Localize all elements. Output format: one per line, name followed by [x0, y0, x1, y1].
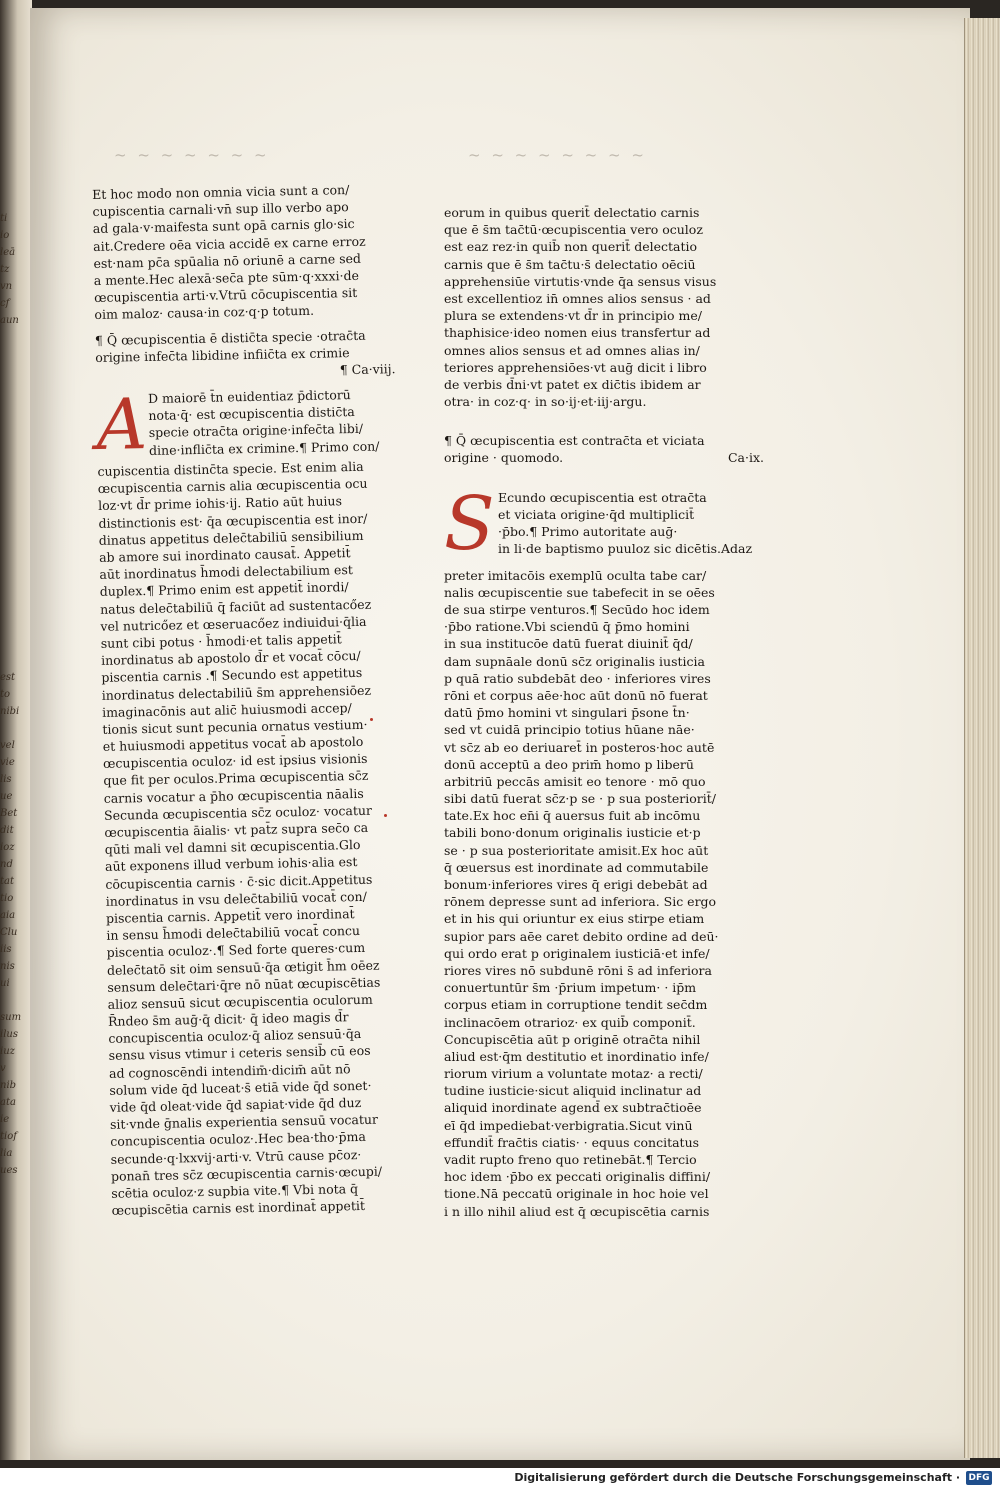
text-line: specie otrac̄ta origine·infec̄ta libi/	[148, 421, 364, 441]
text-line: in sua institucōe datū fuerat diuinit̄ q̄d/	[444, 636, 693, 652]
rubricated-initial-a: A	[95, 383, 148, 467]
margin-fragment: iuz	[0, 1046, 15, 1057]
text-line: sunt cibi potus · h̄modi·et talis appetit̄	[100, 631, 342, 651]
margin-fragment: nd	[0, 859, 13, 870]
text-line: concupiscentia oculoz·.Hec bea·tho·p̄ma	[110, 1129, 367, 1150]
text-line: alioz sensuū sicut œcupiscentia oculorum	[107, 991, 373, 1012]
text-line: sensum delec̄tari·q̄re nō nūat œcupiscētias	[107, 974, 381, 995]
text-line: Et hoc modo non omnia vicia sunt a con/	[92, 182, 350, 202]
text-line: imaginacōnis aut alic̄ huiusmodi accep/	[101, 699, 352, 720]
text-line: tionis sicut sunt pecunia ornatus vestium·	[102, 716, 368, 737]
text-line: teriores apprehensiōes·vt auḡ dicit i libro	[444, 359, 707, 375]
margin-fragment	[0, 720, 26, 737]
margin-fragment: est	[0, 672, 16, 683]
margin-fragment: v	[0, 1063, 6, 1074]
text-line: aūt inordinatus h̄modi delectabilium est	[99, 562, 353, 583]
margin-fragment: ue	[0, 791, 13, 802]
text-line: duplex.¶ Primo enim est appetit̄ inordi/	[99, 579, 349, 600]
text-line: nota·q̄· est œcupiscentia distic̄ta	[148, 404, 355, 424]
margin-fragment	[0, 380, 26, 397]
text-line: sed vt cuidā principio totius hūane nāe·	[444, 722, 695, 738]
text-line: delec̄tatō sit oim sensuū·q̄a œtigit h̄m oēez	[106, 957, 380, 978]
text-line: riorum virium a voluntate motaz· a recti/	[444, 1066, 703, 1082]
text-line: R̄ndeo s̄m auḡ·q̄ dicit· q̄ ideo magis d̄r	[107, 1009, 349, 1029]
text-line: distinctionis est· q̄a œcupiscentia est inor/	[98, 510, 368, 531]
margin-fragment: iis	[0, 944, 12, 955]
text-line: que ē s̄m tac̄tū·œcupiscentia vero oculoz	[444, 222, 703, 238]
text-line: rōnem depresse sunt ad inferiora. Sic ergo	[444, 894, 717, 910]
margin-fragment: vn	[0, 281, 13, 292]
text-line: eī q̄d impediebat·verbigratia.Sicut vinū	[444, 1117, 693, 1133]
margin-fragment: lia	[0, 1148, 13, 1159]
margin-fragment	[0, 550, 26, 567]
text-line: a mente.Hec alexā·sec̄a pte sūm·q·xxxi·de	[93, 267, 360, 288]
text-line: datū p̄mo homini vt singulari p̄sone t̄n·	[444, 705, 690, 721]
margin-fragment	[0, 329, 26, 346]
margin-fragment: nis	[0, 961, 15, 972]
text-line: natus delec̄tabiliū q̄ faciūt ad sustentacőez	[99, 596, 372, 617]
margin-fragment	[0, 482, 26, 499]
faint-running-head-right: ~ ~ ~ ~ ~ ~ ~ ~	[468, 146, 647, 164]
text-line: aūt exponens illud verbum iohis·alia est	[104, 854, 358, 875]
margin-fragment: to	[0, 689, 11, 700]
text-line: effundit̄ frac̄tis ciatis· · equus concitatus	[444, 1134, 700, 1150]
margin-fragment: aun	[0, 315, 19, 326]
text-line: carnis vocatur a p̄ho œcupiscentia nāalis	[103, 785, 364, 806]
margin-fragment	[0, 363, 26, 380]
text-line: oim maloz· causa·in coz·q·p totum.	[94, 303, 315, 323]
facing-page-margin-text	[0, 210, 26, 1250]
heading-line: ¶ Q̄ œcupiscentia est contrac̄ta et viciata	[444, 433, 705, 449]
margin-fragment: ata	[0, 1097, 16, 1108]
margin-fragment: leā	[0, 247, 16, 258]
margin-fragment	[0, 618, 26, 635]
margin-fragment: ioz	[0, 842, 15, 853]
text-line: vadit rupto freno quo retinebāt.¶ Tercio	[444, 1152, 697, 1167]
red-ink-mark	[384, 814, 387, 817]
text-line: concupiscentia oculoz·q̄ alioz sensuū·q̄a	[108, 1026, 362, 1047]
margin-fragment	[0, 567, 26, 584]
text-line: inordinatus ab apostolo d̄r et vocat̄ cōcu/	[100, 648, 361, 669]
margin-fragment	[0, 652, 26, 669]
chapter-label-viii: ¶ Ca·viij.	[339, 361, 396, 378]
text-line: secunde·q·lxxvij·arti·v. Vtrū cause pc̄oz·	[110, 1146, 362, 1167]
heading-line: ¶ Q̄ œcupiscentia ē distic̄ta specie ·otrac̄ta	[94, 327, 366, 348]
text-line: œcupiscentia arti·v.Vtrū cōcupiscentia sit	[93, 285, 358, 306]
text-line: tione.Nā peccatū originale in hoc hoie vel	[444, 1186, 709, 1202]
right-text-column	[444, 204, 764, 1220]
text-line: dinatus appetitus delec̄tabiliū sensibilium	[98, 527, 364, 548]
stacked-page-edges	[964, 18, 1000, 1458]
rubricated-initial-s: S	[444, 480, 495, 567]
text-line: i n illo nihil aliud est q̄ œcupiscētia carnis	[444, 1203, 710, 1219]
margin-fragment	[0, 533, 26, 550]
text-line: vt sc̄z ab eo deriuaret̄ in posteros·hoc autē	[444, 739, 715, 755]
text-line: arbitriū peccās amisit eo tenore · mō quo	[444, 773, 706, 789]
text-line: que fit per oculos.Prima œcupiscentia sc̄z	[103, 768, 369, 789]
text-line: sit·vnde ḡnalis experientia sensuū vocatur	[109, 1111, 379, 1133]
red-ink-mark	[370, 718, 373, 721]
text-line: œcupiscentia oculoz· id est ipsius visionis	[102, 751, 368, 772]
text-line: Concupiscētia aūt p originē otrac̄ta nihil	[444, 1031, 701, 1047]
text-line: preter imitacōis exemplū oculta tabe car/	[444, 567, 707, 583]
text-line: aliquid inordinate agend̄ ex subtrac̄tioēe	[444, 1100, 702, 1116]
margin-fragment: io	[0, 230, 10, 241]
margin-fragment	[0, 584, 26, 601]
text-line: ab amore sui inordinato causat̄. Appetit̄	[98, 545, 351, 565]
text-line: et huiusmodi appetitus vocat̄ ab apostolo	[102, 733, 364, 754]
text-line: œcupiscētia carnis est inordinat̄ appetit̄	[111, 1198, 366, 1218]
text-line: riores vires nō subdunē rōni s̄ ad inferiora	[444, 962, 712, 978]
text-line: tate.Ex hoc en̄i q̄ auersus fuit ab incōmu	[444, 808, 701, 824]
text-line: plura se extendens·vt d̄r in principio me/	[444, 308, 703, 324]
margin-fragment	[0, 346, 26, 363]
margin-fragment	[0, 414, 26, 431]
text-line: p quā ratio subdebāt deo · inferiores vires	[444, 670, 711, 686]
text-line: ponan̄ tres sc̄z œcupiscentia carnis·œcupi/	[110, 1163, 383, 1184]
text-line: de verbis d̄ni·vt patet ex dic̄tis ibidem ar	[444, 376, 701, 392]
margin-fragment	[0, 635, 26, 652]
text-line: qūti mali vel damni sit œcupiscentia.Glo	[104, 837, 361, 858]
text-line: D maiorē t̄n euidentiaz p̄dictorū	[147, 387, 351, 407]
text-line: se · p sua posterioritate amisit.Ex hoc aūt	[444, 842, 709, 858]
text-line: dam supnāale donū sc̄z originalis iusticia	[444, 653, 705, 669]
text-line: Ecundo œcupiscentia est otrac̄ta	[498, 489, 707, 505]
margin-fragment: ilus	[0, 1029, 18, 1040]
text-line: otra· in coz·q· in so·ij·et·iij·argu.	[444, 394, 647, 410]
text-line: de sua stirpe venturos.¶ Secūdo hoc idem	[444, 602, 710, 617]
margin-fragment: ui	[0, 978, 10, 989]
book-page	[30, 8, 970, 1460]
text-line: qui ordo erat p originalem iusticiā·et infe/	[444, 945, 710, 961]
margin-fragment: tio	[0, 893, 14, 904]
text-line: conuertuntūr s̄m ·p̄rium impetum· · ip̄m	[444, 980, 697, 996]
text-line: cupiscentia carnali·vn̄ sup illo verbo apo	[92, 199, 349, 220]
right-paragraph-1	[444, 204, 764, 410]
margin-fragment	[0, 397, 26, 414]
text-line: eorum in quibus querit̄ delectatio carnis	[444, 205, 700, 220]
margin-fragment	[0, 499, 26, 516]
margin-fragment: aia	[0, 910, 16, 921]
text-line: ad gala·v·maifesta sunt opā carnis glo·sic	[92, 216, 355, 237]
text-line: tudine iusticie·sicut aliquid inclinatur ad	[444, 1083, 702, 1099]
text-line: supior pars aēe caret debito ordine ad deū·	[444, 928, 719, 944]
text-line: inordinatus delectabiliū s̄m apprehensiōez	[101, 682, 372, 703]
text-line: q̄ œuersus est inordinate ad commutabile	[444, 859, 709, 875]
chapter-ix-body	[444, 480, 764, 1220]
text-line: inordinatus in vsu delec̄tabiliū vocat̄ con/	[105, 888, 367, 909]
text-line: cupiscentia distinc̄ta specie. Est enim alia	[97, 458, 364, 480]
margin-fragment: ti	[0, 213, 8, 224]
text-line: Secunda œcupiscentia sc̄z oculoz· vocatur	[103, 802, 373, 823]
text-line: rōni et corpus aēe·hoc aūt donū nō fuerat	[444, 687, 708, 703]
margin-fragment: Clu	[0, 927, 18, 938]
text-line: loz·vt d̄r prime iohis·ij. Ratio aūt huius	[97, 493, 343, 514]
text-line: in li·de baptismo puuloz sic dicētis.Adaz	[498, 541, 753, 557]
margin-fragment: nibi	[0, 706, 20, 717]
funding-credit: Digitalisierung gefördert durch die Deutsche Forschungsgemeinschaft ·	[514, 1471, 960, 1484]
text-line: est·nam pc̄a spūalia nō oriunē a carne sed	[93, 250, 362, 271]
text-line: corpus etiam in corruptione tendit sec̄dm	[444, 997, 708, 1013]
text-line: sibi datū fuerat sc̄z·p se · p sua posteriorit̄/	[444, 791, 717, 807]
text-line: vide q̄d oleat·vide q̄d sapiat·vide q̄d duz	[109, 1095, 362, 1115]
text-line: nalis œcupiscentie sue tabefecit in se oēes	[444, 584, 715, 600]
text-line: donū acceptū a deo prim̄ homo p liberū	[444, 756, 694, 772]
margin-fragment: vel	[0, 740, 15, 751]
margin-fragment: tat	[0, 876, 14, 887]
margin-fragment	[0, 601, 26, 618]
text-line: omnes alios sensus et ad omnes alias in/	[444, 342, 700, 358]
text-line: in sensu h̄modi delec̄tabiliū vocat̄ concu	[106, 923, 361, 943]
left-paragraph-1	[92, 180, 395, 323]
text-line: piscentia carnis. Appetit̄ vero inordinat̄	[105, 906, 355, 926]
heading-line: origine infec̄ta libidine infiic̄ta ex crimie	[95, 344, 350, 365]
text-line: hoc idem ·p̄bo ex peccati originalis diffini/	[444, 1169, 711, 1185]
chapter-heading-ix	[444, 432, 764, 466]
margin-fragment	[0, 516, 26, 533]
text-line: cōcupiscentia carnis · c̄·sic dicit.Appetitus	[105, 871, 373, 892]
margin-fragment: ues	[0, 1165, 18, 1176]
text-line: thaphisice·ideo nomen eius transfertur ad	[444, 325, 711, 341]
text-line: piscentia carnis .¶ Secundo est appetitus	[101, 665, 363, 686]
margin-fragment: sum	[0, 1012, 22, 1023]
text-line: ad cognoscēndi intendim̄·dicim̄ aūt nō	[108, 1060, 351, 1081]
text-line: œcupiscentia carnis alia œcupiscentia ocu	[97, 476, 368, 497]
margin-fragment: Bet	[0, 808, 18, 819]
dfg-logo: DFG	[966, 1471, 992, 1485]
text-line: ait.Credere oēa vicia accidē ex carne erroz	[93, 233, 366, 254]
text-line: inclinacōem otrarioz· ex quib̄ componit̄.	[444, 1014, 696, 1030]
margin-fragment: dit	[0, 825, 14, 836]
text-line: vel nutricőez et œseruacőez indiuidui·q̄lia	[100, 613, 367, 634]
margin-fragment: tiof	[0, 1131, 17, 1142]
text-line: est eaz rez·in quib̄ non querit̄ delectatio	[444, 239, 698, 255]
margin-fragment: tz	[0, 264, 10, 275]
text-line: sensu visus vtimur i ceteris sensib̄ cū eos	[108, 1043, 371, 1064]
text-line: ·p̄bo.¶ Primo autoritate auḡ·	[498, 524, 678, 539]
text-line: scētia oculoz·z supbia vite.¶ Vbi nota q̄	[111, 1181, 359, 1201]
text-line: solum vide q̄d luceat·s̄ etiā vide q̄d sonet·	[109, 1077, 372, 1098]
text-line: œcupiscentia āialis· vt pat̄z supra sec̄o ca	[104, 819, 369, 840]
margin-fragment	[0, 448, 26, 465]
text-line: est excellentioz in̄ omnes alios sensus · ad	[444, 290, 711, 306]
margin-fragment: cf	[0, 298, 10, 309]
faint-running-head-left: ~ ~ ~ ~ ~ ~ ~	[114, 146, 270, 164]
chapter-viii-body	[96, 385, 412, 1219]
text-line: carnis que ē s̄m tac̄tu·s̄ delectatio oēciū	[444, 256, 696, 272]
margin-fragment	[0, 992, 26, 1009]
text-line: tabili bono·donum originalis iusticie et·p	[444, 825, 701, 841]
chapter-label-ix: Ca·ix.	[727, 450, 764, 466]
text-line: ·p̄bo ratione.Vbi sciendū q̄ p̄mo homini	[444, 619, 690, 635]
text-line: apprehensiūe virtutis·vnde q̄a sensus visus	[444, 273, 717, 289]
margin-fragment: nib	[0, 1080, 17, 1091]
margin-fragment	[0, 465, 26, 482]
left-text-column	[92, 180, 412, 1219]
margin-fragment	[0, 431, 26, 448]
text-line: bonum·inferiores vires q̄ erigi debebāt ad	[444, 877, 708, 892]
margin-fragment: lis	[0, 774, 12, 785]
text-line: et viciata origine·q̄d multiplicit̄	[498, 506, 695, 522]
text-line: et in his qui oriuntur ex eius stirpe etiam	[444, 911, 705, 927]
text-line: dine·inflic̄ta ex crimine.¶ Primo con/	[148, 438, 380, 458]
heading-line: origine · quomodo.	[444, 450, 564, 466]
text-line: piscentia oculoz·.¶ Sed forte queres·cum	[106, 940, 366, 961]
text-line: aliud est·q̄m destitutio et inordinatio infe/	[444, 1048, 709, 1064]
margin-fragment: ie	[0, 1114, 10, 1125]
margin-fragment: vie	[0, 757, 15, 768]
chapter-heading-viii	[95, 326, 396, 383]
